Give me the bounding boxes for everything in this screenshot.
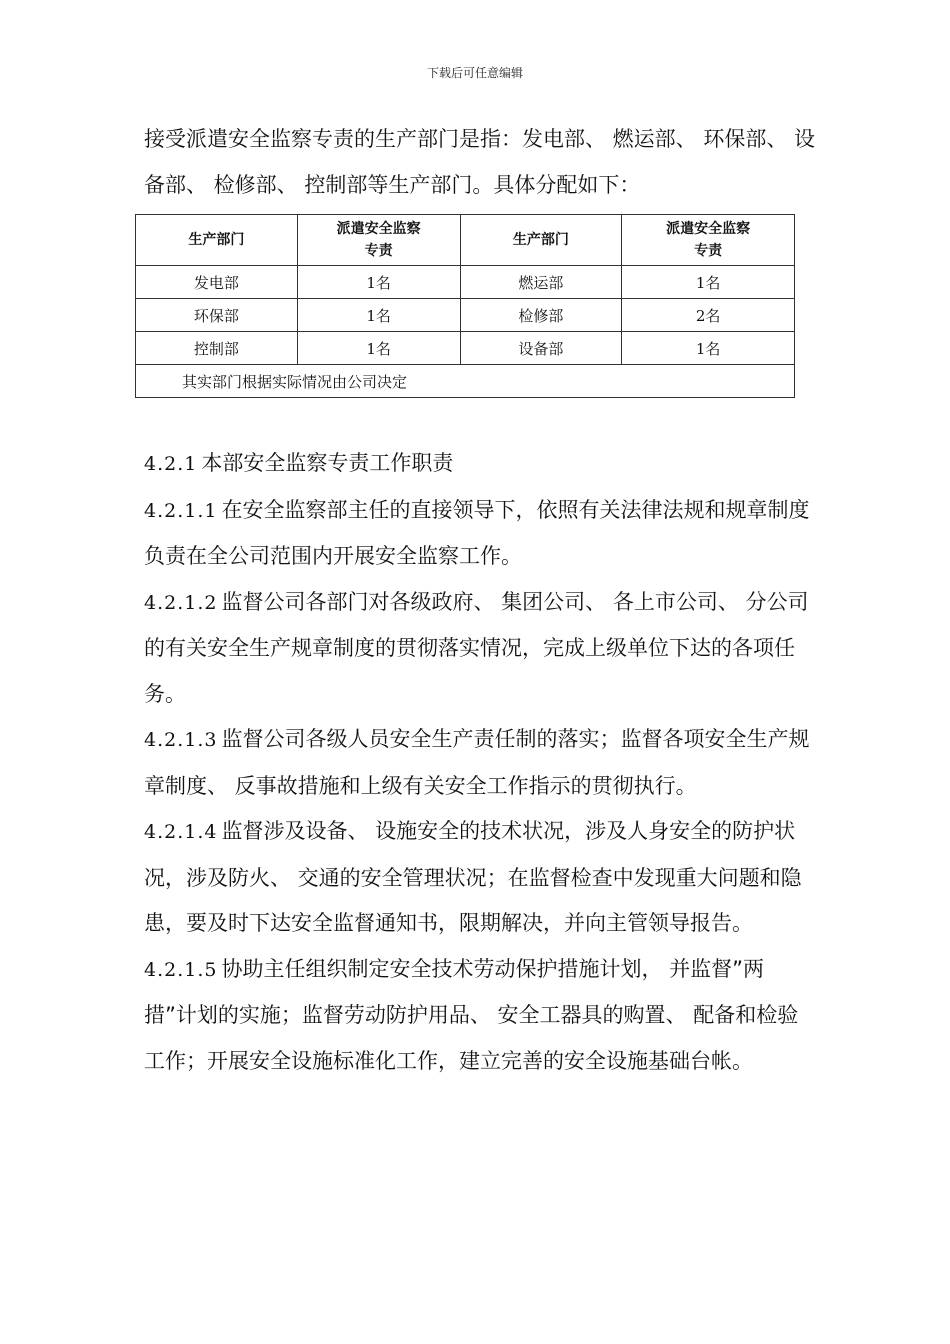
table-row (136, 299, 795, 332)
table-cell: 环保部 (136, 299, 298, 332)
section-paragraph (144, 717, 816, 809)
assignment-table (135, 214, 795, 398)
table-cell: 1名 (297, 299, 460, 332)
section-number: 4.2.1 (144, 453, 198, 475)
intro-paragraph: 接受派遣安全监察专责的生产部门是指：发电部、 燃运部、 环保部、 设备部、 检修部、 控制部等生产部门。具体分配如下： (144, 127, 816, 197)
table-row (136, 332, 795, 365)
duty-sections (144, 441, 816, 1084)
section-paragraph (144, 488, 816, 580)
table-cell: 检修部 (460, 299, 622, 332)
table-cell: 1名 (297, 266, 460, 299)
section-text: 协助主任组织制定安全技术劳动保护措施计划， 并监督”两措”计划的实施；监督劳动防护用品、 安全工器具的购置、 配备和检验工作；开展安全设施标准化工作，建立完善的安全设施基础台帐。 (144, 956, 799, 1073)
table-cell: 1名 (297, 332, 460, 365)
table-cell: 设备部 (460, 332, 622, 365)
section-paragraph (144, 580, 816, 718)
header-cell-quota: 派遣安全监察 专责 (297, 215, 460, 266)
table-row (136, 266, 795, 299)
table-cell: 控制部 (136, 332, 298, 365)
section-text: 本部安全监察专责工作职责 (201, 451, 454, 475)
section-heading (144, 441, 816, 488)
section-number: 4.2.1.1 (144, 499, 218, 522)
table-cell: 1名 (622, 332, 795, 365)
section-number: 4.2.1.2 (144, 591, 218, 614)
table-note: 其实部门根据实际情况由公司决定 (136, 365, 795, 398)
section-text: 监督公司各部门对各级政府、 集团公司、 各上市公司、 分公司的有关安全生产规章制度的贯彻落实情况，完成上级单位下达的各项任务。 (144, 589, 809, 706)
header-cell-quota: 派遣安全监察 专责 (622, 215, 795, 266)
table-cell: 2名 (622, 299, 795, 332)
section-paragraph (144, 947, 816, 1085)
section-number: 4.2.1.4 (144, 821, 218, 843)
section-paragraph (144, 809, 816, 947)
table-cell: 发电部 (136, 266, 298, 299)
header-cell-department: 生产部门 (136, 215, 298, 266)
section-number: 4.2.1.3 (144, 729, 218, 751)
section-text: 监督涉及设备、 设施安全的技术状况，涉及人身安全的防护状况，涉及防火、 交通的安全管理状况；在监督检查中发现重大问题和隐患，要及时下达安全监督通知书，限期解决，并向主管领导报告。 (144, 819, 802, 935)
table-cell: 燃运部 (460, 266, 622, 299)
table-header-row (136, 215, 795, 266)
table-cell: 1名 (622, 266, 795, 299)
section-text: 监督公司各级人员安全生产责任制的落实；监督各项安全生产规章制度、 反事故措施和上级有关安全工作指示的贯彻执行。 (144, 727, 810, 798)
section-text: 在安全监察部主任的直接领导下，依照有关法律法规和规章制度负责在全公司范围内开展安全监察工作。 (144, 497, 810, 568)
section-number: 4.2.1.5 (144, 958, 218, 981)
header-cell-department: 生产部门 (460, 215, 622, 266)
header-note: 下载后可任意编辑 (426, 66, 523, 80)
table-note-row (136, 365, 795, 398)
